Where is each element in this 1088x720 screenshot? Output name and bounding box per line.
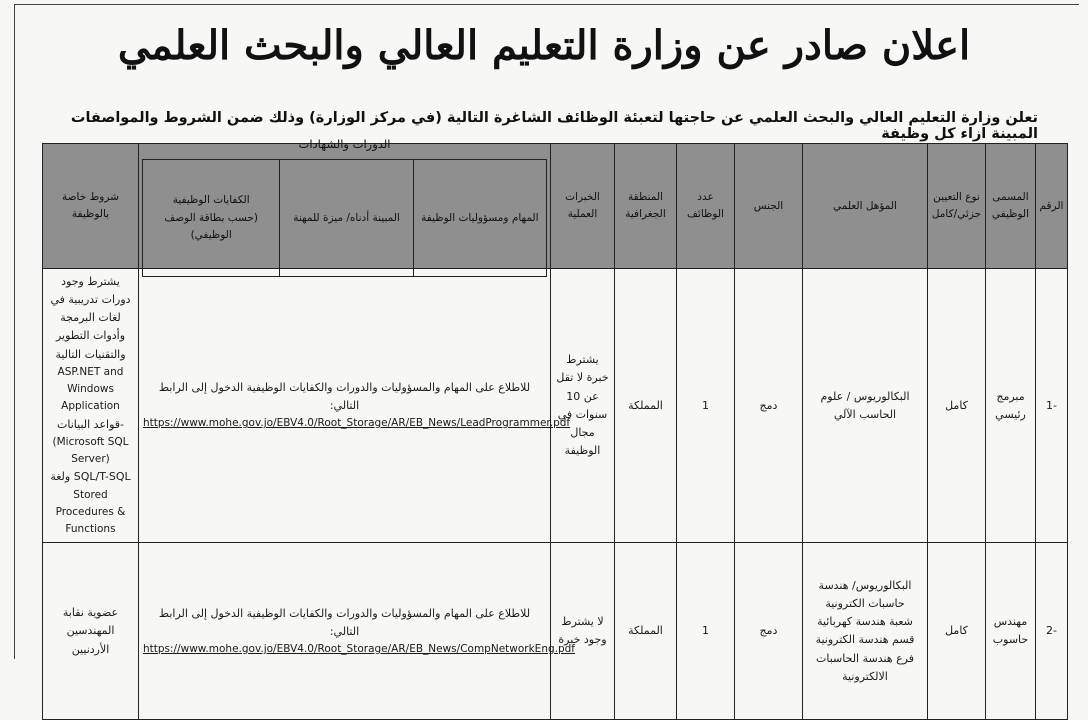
cell-appointment-type: كامل <box>928 543 986 720</box>
cell-qualification: البكالوريوس / علوم الحاسب الآلي <box>803 269 928 543</box>
cell-info <box>139 543 575 720</box>
vacancies-table <box>42 136 1068 720</box>
header-job-title: المسمى الوظيفي <box>986 144 1036 269</box>
table-row <box>43 269 1068 543</box>
header-experience: الخبرات العملية <box>551 144 615 269</box>
condition-line: يشترط وجود دورات تدريبية في لغات البرمجة وأدوات التطوير والتقنيات التالية <box>50 275 131 361</box>
cell-gender: دمج <box>735 543 803 720</box>
condition-line: (Microsoft SQL Server) <box>52 435 129 466</box>
table-row <box>43 543 1068 720</box>
info-link[interactable]: https://www.mohe.gov.jo/EBV4.0/Root_Storage/AR/EB_News/CompNetworkEng.pdf <box>143 642 575 655</box>
qualification-line: حاسبات الكترونية <box>825 597 905 611</box>
header-courses-group: الدورات والشهادات <box>298 136 391 151</box>
qualification-line: البكالوريوس/ هندسة <box>818 579 912 593</box>
condition-line: Stored Procedures & Functions <box>55 488 126 536</box>
header-courses-and-competencies <box>139 136 551 269</box>
cell-info <box>139 269 571 543</box>
header-duties: المهام ومسؤوليات الوظيفة <box>413 160 546 277</box>
cell-qualification <box>803 543 928 720</box>
qualification-line: فرع هندسة الحاسبات <box>816 651 914 665</box>
document-title: اعلان صادر عن وزارة التعليم العالي والبحث العلمي <box>117 22 971 69</box>
cell-special-conditions: عضوية نقابة المهندسين الأردنيين <box>43 543 139 720</box>
qualification-line: شعبة هندسة كهربائية <box>817 615 913 629</box>
info-link[interactable]: https://www.mohe.gov.jo/EBV4.0/Root_Storage/AR/EB_News/LeadProgrammer.pdf <box>143 417 571 430</box>
cell-vacancies: 1 <box>677 269 735 543</box>
header-gender: الجنس <box>735 144 803 269</box>
cell-num: -1 <box>1036 269 1068 543</box>
header-appointment-type: نوع التعيين جزئي/كامل <box>928 144 986 269</box>
table-header-row <box>43 144 1068 269</box>
qualification-line: الالكترونية <box>842 669 888 683</box>
qualification-line: قسم هندسة الكترونية <box>815 633 915 647</box>
cell-job-title: مبرمج رئيسي <box>986 269 1036 543</box>
header-competencies: الكفايات الوظيفية <box>172 194 250 207</box>
cell-gender: دمج <box>735 269 803 543</box>
cell-appointment-type: كامل <box>928 269 986 543</box>
cell-experience: يشترط خبرة لا تقل عن 10 سنوات في مجال الوظيفة <box>551 269 615 543</box>
condition-line: SQL/T-SQL ولغة <box>50 470 131 484</box>
cell-region: المملكة <box>615 543 677 720</box>
info-text: للاطلاع على المهام والمسؤوليات والدورات والكفايات الوظيفية الدخول إلى الرابط التالي: <box>158 606 531 638</box>
header-competencies-sub: (حسب بطاقة الوصف الوظيفي) <box>164 211 259 241</box>
cell-special-conditions <box>43 269 139 543</box>
document-subtitle: تعلن وزارة التعليم العالي والبحث العلمي عن حاجتها لتعبئة الوظائف الشاغرة التالية (في مركز الوزارة) وذلك ضمن الشروط والمواصفات المبينة ازاء كل وظيفة <box>70 110 1038 142</box>
header-special-conditions: شروط خاصة بالوظيفة <box>43 144 139 269</box>
header-num: الرقم <box>1036 144 1068 269</box>
header-qualification: المؤهل العلمي <box>803 144 928 269</box>
condition-line: ASP.NET and Windows Application <box>57 365 124 413</box>
header-courses-sub: المبينة أدناه/ ميزة للمهنة <box>280 160 413 277</box>
cell-num: -2 <box>1036 543 1068 720</box>
info-text: للاطلاع على المهام والمسؤوليات والدورات والكفايات الوظيفية الدخول إلى الرابط التالي: <box>158 380 531 413</box>
condition-line: -قواعد البيانات <box>57 417 124 431</box>
cell-experience: لا يشترط وجود خبرة <box>551 543 615 720</box>
vacancies-table-container <box>42 136 1067 720</box>
cell-job-title: مهندس حاسوب <box>986 543 1036 720</box>
cell-vacancies: 1 <box>677 543 735 720</box>
header-vacancies: عدد الوظائف <box>677 144 735 269</box>
cell-region: المملكة <box>615 269 677 543</box>
header-region: المنطقة الجغرافية <box>615 144 677 269</box>
header-sub-table <box>142 159 547 277</box>
